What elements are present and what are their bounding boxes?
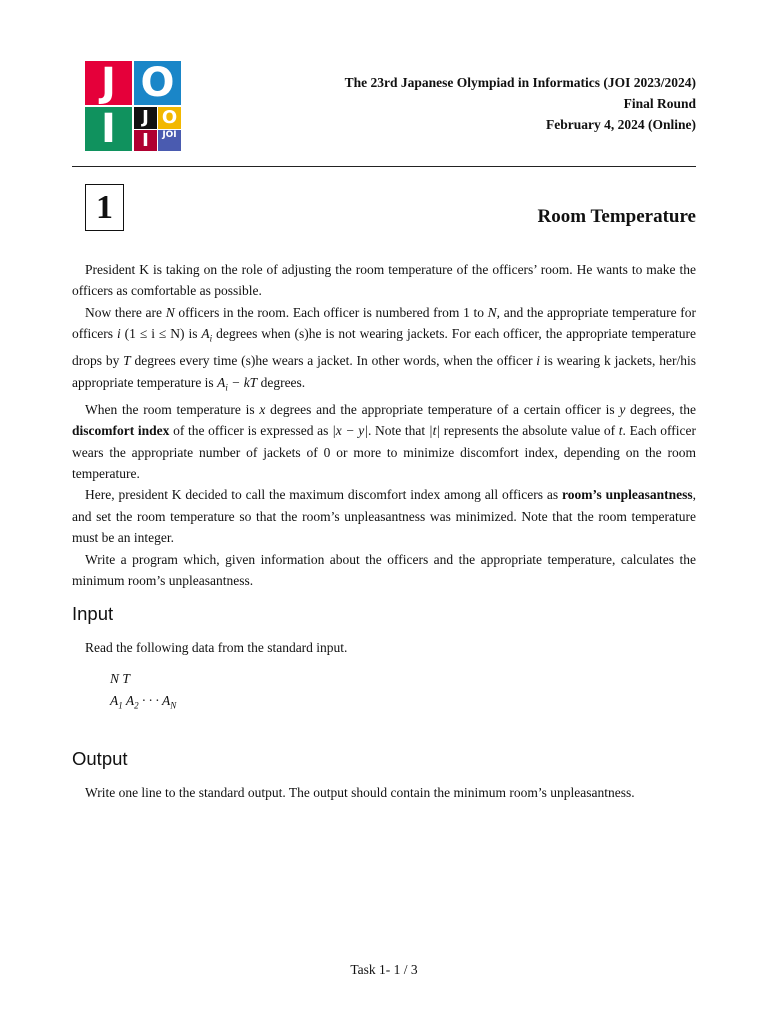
logo-letter-o: O [134, 61, 181, 105]
input-format-line-1: N T [110, 671, 130, 686]
problem-page [72, 0, 696, 1024]
input-description: Read the following data from the standard input. [85, 640, 348, 655]
logo-inner-i: I [134, 130, 157, 151]
paragraph-3: When the room temperature is x degrees and the appropriate temperature of a certain officer is y degrees, the discomfort index of the officer is expressed as |x − y|. Note that |t| represents the absolute value of t. Each officer wears the appropriate number of jackets of 0 or more to minimize discomfort index, depending on the room temperature. [72, 401, 696, 482]
paragraph-4: Here, president K decided to call the maximum discomfort index among all officers as room’s unpleasantness, and set the room temperature so that the room’s unpleasantness was minimized. Note that the room temperature must be an integer. [72, 487, 697, 546]
paragraph-2: Now there are N officers in the room. Each officer is numbered from 1 to N, and the appropriate temperature for officers i (1 ≤ i ≤ N) is $A_i$ degrees when (s)he is not wearing jackets. For each officer, the appropriate temperature drops by T degrees every time (s)he wears a jacket. In other words, when the officer i is wearing k jackets, her/his appropriate temperature is $A_i$ − kT degrees. [72, 304, 697, 393]
task-number-box: 1 [85, 184, 124, 231]
output-description: Write one line to the standard output. The output should contain the minimum room’s unpleasantness. [85, 785, 635, 800]
term-discomfort-index: discomfort index [72, 423, 170, 439]
page-footer: Task 1- 1 / 3 [350, 962, 418, 977]
logo-inner-joi: JOI [158, 130, 181, 151]
paragraph-5: Write a program which, given information about the officers and the appropriate temperature, calculates the minimum room’s unpleasantness. [72, 551, 696, 589]
header-divider [72, 166, 696, 167]
contest-name: The 23rd Japanese Olympiad in Informatics (JOI 2023/2024) [344, 75, 696, 90]
contest-date: February 4, 2024 (Online) [546, 117, 696, 132]
logo-inner-grid [134, 107, 181, 151]
logo-inner-o: O [158, 107, 181, 129]
logo-inner-j: J [134, 107, 157, 129]
logo-letter-i: I [85, 107, 132, 151]
joi-logo [85, 61, 181, 151]
contest-header [345, 72, 696, 135]
input-heading: Input [72, 603, 114, 624]
logo-letter-j: J [85, 61, 132, 105]
task-title: Room Temperature [537, 206, 696, 227]
problem-statement [72, 259, 696, 591]
contest-round: Final Round [623, 96, 696, 111]
paragraph-1: President K is taking on the role of adjusting the room temperature of the officers’ room. He wants to make the officers as comfortable as possible. [72, 262, 696, 299]
output-heading: Output [72, 748, 128, 769]
term-room-unpleasantness: room’s unpleasantness [562, 487, 693, 503]
input-format-line-2: $A_1$ $A_2$ · · · $A_N$ [110, 693, 177, 711]
